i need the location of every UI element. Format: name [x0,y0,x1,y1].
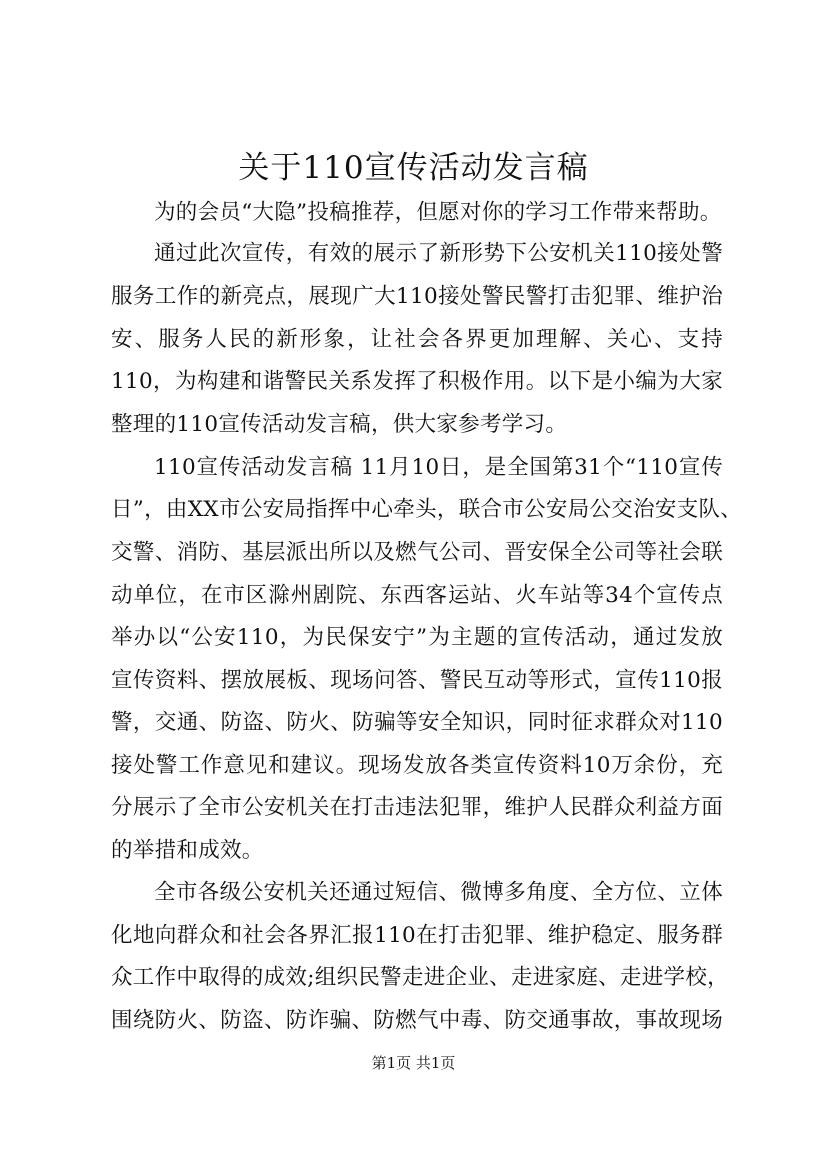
page-footer: 第1页 共1页 [371,1054,456,1072]
text-line: 110，为构建和谐警民关系发挥了积极作用。以下是小编为大家 [111,369,723,394]
text-line: 警，交通、防盗、防火、防骗等安全知识，同时征求群众对110 [111,710,723,735]
text-line: 110宣传活动发言稿 11月10日，是全国第31个“110宣传 [154,455,723,480]
text-line: 接处警工作意见和建议。现场发放各类宣传资料10万余份，充 [111,753,723,778]
text-line: 化地向群众和社会各界汇报110在打击犯罪、维护稳定、服务群 [111,923,723,948]
text-line: 为的会员“大隐”投稿推荐，但愿对你的学习工作带来帮助。 [154,200,722,225]
text-line: 围绕防火、防盗、防诈骗、防燃气中毒、防交通事故，事故现场 [111,1008,723,1033]
text-line: 分展示了全市公安机关在打击违法犯罪，维护人民群众利益方面 [111,795,723,820]
text-line: 宣传资料、摆放展板、现场问答、警民互动等形式，宣传110报 [111,668,723,693]
text-line: 举办以“公安110，为民保安宁”为主题的宣传活动，通过发放 [111,625,723,650]
text-line: 动单位，在市区滁州剧院、东西客运站、火车站等34个宣传点 [111,583,723,608]
text-line: 服务工作的新亮点，展现广大110接处警民警打击犯罪、维护治 [111,284,723,309]
text-line: 通过此次宣传，有效的展示了新形势下公安机关110接处警 [154,241,723,266]
document-title: 关于110宣传活动发言稿 [238,150,589,186]
text-line: 安、服务人民的新形象，让社会各界更加理解、关心、支持 [111,327,723,352]
text-line: 交警、消防、基层派出所以及燃气公司、晋安保全公司等社会联 [111,540,723,565]
text-line: 众工作中取得的成效;组织民警走进企业、走进家庭、走进学校， [111,965,729,990]
text-line: 的举措和成效。 [111,838,264,863]
text-line: 全市各级公安机关还通过短信、微博多角度、全方位、立体 [154,880,723,905]
text-line: 日”，由XX市公安局指挥中心牵头，联合市公安局公交治安支队、 [111,497,743,522]
text-line: 整理的110宣传活动发言稿，供大家参考学习。 [111,412,568,437]
